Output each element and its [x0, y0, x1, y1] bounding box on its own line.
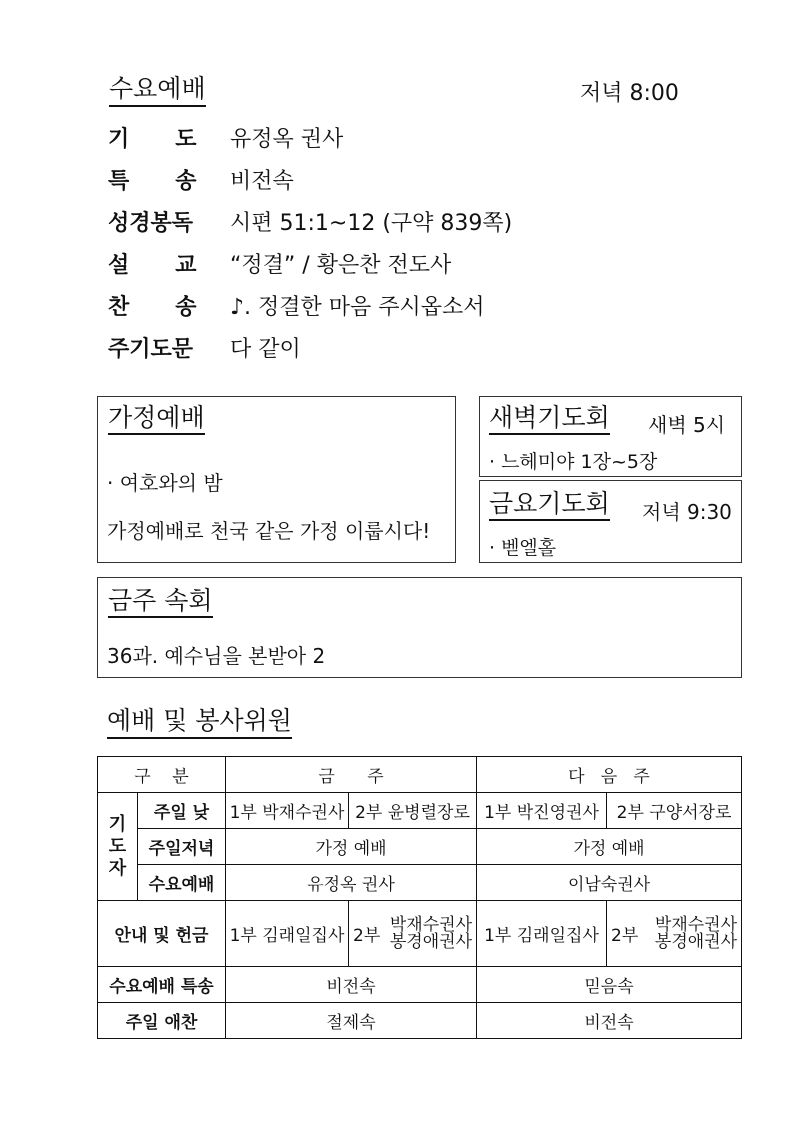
- table-header-row: [98, 757, 742, 793]
- table-row: [98, 967, 742, 1003]
- cell-meeting-text: 36과. 예수님을 본받아 2: [107, 644, 326, 668]
- row-label: 설 교: [108, 253, 197, 278]
- family-worship-line1: · 여호와의 밤: [107, 471, 223, 495]
- row-label: 주일저녁: [138, 829, 226, 865]
- table-row: [98, 793, 742, 829]
- staff-title: 예배 및 봉사위원: [107, 706, 292, 739]
- row-value: 유정옥 권사: [230, 127, 344, 152]
- dawn-prayer-text: · 느헤미야 1장~5장: [489, 451, 658, 473]
- friday-prayer-text: · 벧엘홀: [489, 537, 557, 559]
- wednesday-time: 저녁 8:00: [580, 81, 679, 106]
- header-this-week: 금 주: [226, 757, 477, 793]
- friday-prayer-time: 저녁 9:30: [642, 500, 732, 524]
- cell: 1부 박진영권사: [477, 793, 607, 829]
- row-value: ♪. 정결한 마음 주시옵소서: [230, 295, 485, 320]
- row-value: 다 같이: [230, 337, 301, 362]
- row-label: 주일 애찬: [98, 1003, 226, 1039]
- row-label: 수요예배: [138, 865, 226, 901]
- dawn-prayer-time: 새벽 5시: [648, 413, 726, 437]
- cell-prefix: 2부: [353, 926, 381, 946]
- cell: 2부 구양서장로: [607, 793, 742, 829]
- table-row: [98, 829, 742, 865]
- family-worship-line2: 가정예배로 천국 같은 가정 이룹시다!: [107, 519, 431, 543]
- name-line: 봉경애권사: [654, 931, 738, 952]
- staff-table: [97, 756, 742, 1039]
- row-label: 수요예배 특송: [98, 967, 226, 1003]
- dawn-prayer-title: 새벽기도회: [489, 403, 610, 435]
- cell: 믿음속: [477, 967, 742, 1003]
- name-line: 봉경애권사: [389, 931, 472, 952]
- cell: 비전속: [226, 967, 477, 1003]
- cell: 2부 윤병렬장로: [349, 793, 477, 829]
- cell: 이남숙권사: [477, 865, 742, 901]
- table-row: [98, 901, 742, 967]
- row-label: 안내 및 헌금: [98, 901, 226, 967]
- cell-prefix: 2부: [611, 926, 639, 946]
- header-next-week: 다 음 주: [477, 757, 742, 793]
- row-label: 기 도: [108, 127, 197, 152]
- family-worship-box: [97, 396, 456, 563]
- dawn-prayer-box: [479, 396, 742, 477]
- cell: 1부 김래일집사: [477, 901, 607, 967]
- table-row: [98, 865, 742, 901]
- cell-names: [389, 914, 472, 952]
- wednesday-title: 수요예배: [109, 74, 206, 107]
- row-value: 시편 51:1~12 (구약 839쪽): [230, 211, 513, 236]
- header-category: 구 분: [98, 757, 226, 793]
- name-line: 박재수권사: [389, 914, 472, 935]
- name-line: 박재수권사: [654, 914, 738, 935]
- row-label: 찬 송: [108, 295, 197, 320]
- cell-meeting-title: 금주 속회: [108, 586, 213, 618]
- cell: [607, 901, 742, 967]
- table-row: [98, 1003, 742, 1039]
- family-worship-title: 가정예배: [108, 403, 205, 435]
- row-label: 주일 낮: [138, 793, 226, 829]
- cell: 유정옥 권사: [226, 865, 477, 901]
- cell: 1부 박재수권사: [226, 793, 349, 829]
- cell-names: [654, 914, 738, 952]
- row-label: 특 송: [108, 169, 197, 194]
- row-value: “정결” / 황은찬 전도사: [230, 253, 452, 278]
- cell: 가정 예배: [226, 829, 477, 865]
- cell: 1부 김래일집사: [226, 901, 349, 967]
- row-value: 비전속: [230, 169, 294, 194]
- row-label: 성경봉독: [108, 211, 194, 236]
- cell: [349, 901, 477, 967]
- row-label: 주기도문: [108, 337, 194, 362]
- prayer-group-label: 기 도 자: [98, 793, 138, 901]
- cell: 절제속: [226, 1003, 477, 1039]
- cell: 가정 예배: [477, 829, 742, 865]
- friday-prayer-title: 금요기도회: [489, 489, 610, 521]
- cell-meeting-box: [97, 577, 742, 678]
- friday-prayer-box: [479, 480, 742, 563]
- cell: 비전속: [477, 1003, 742, 1039]
